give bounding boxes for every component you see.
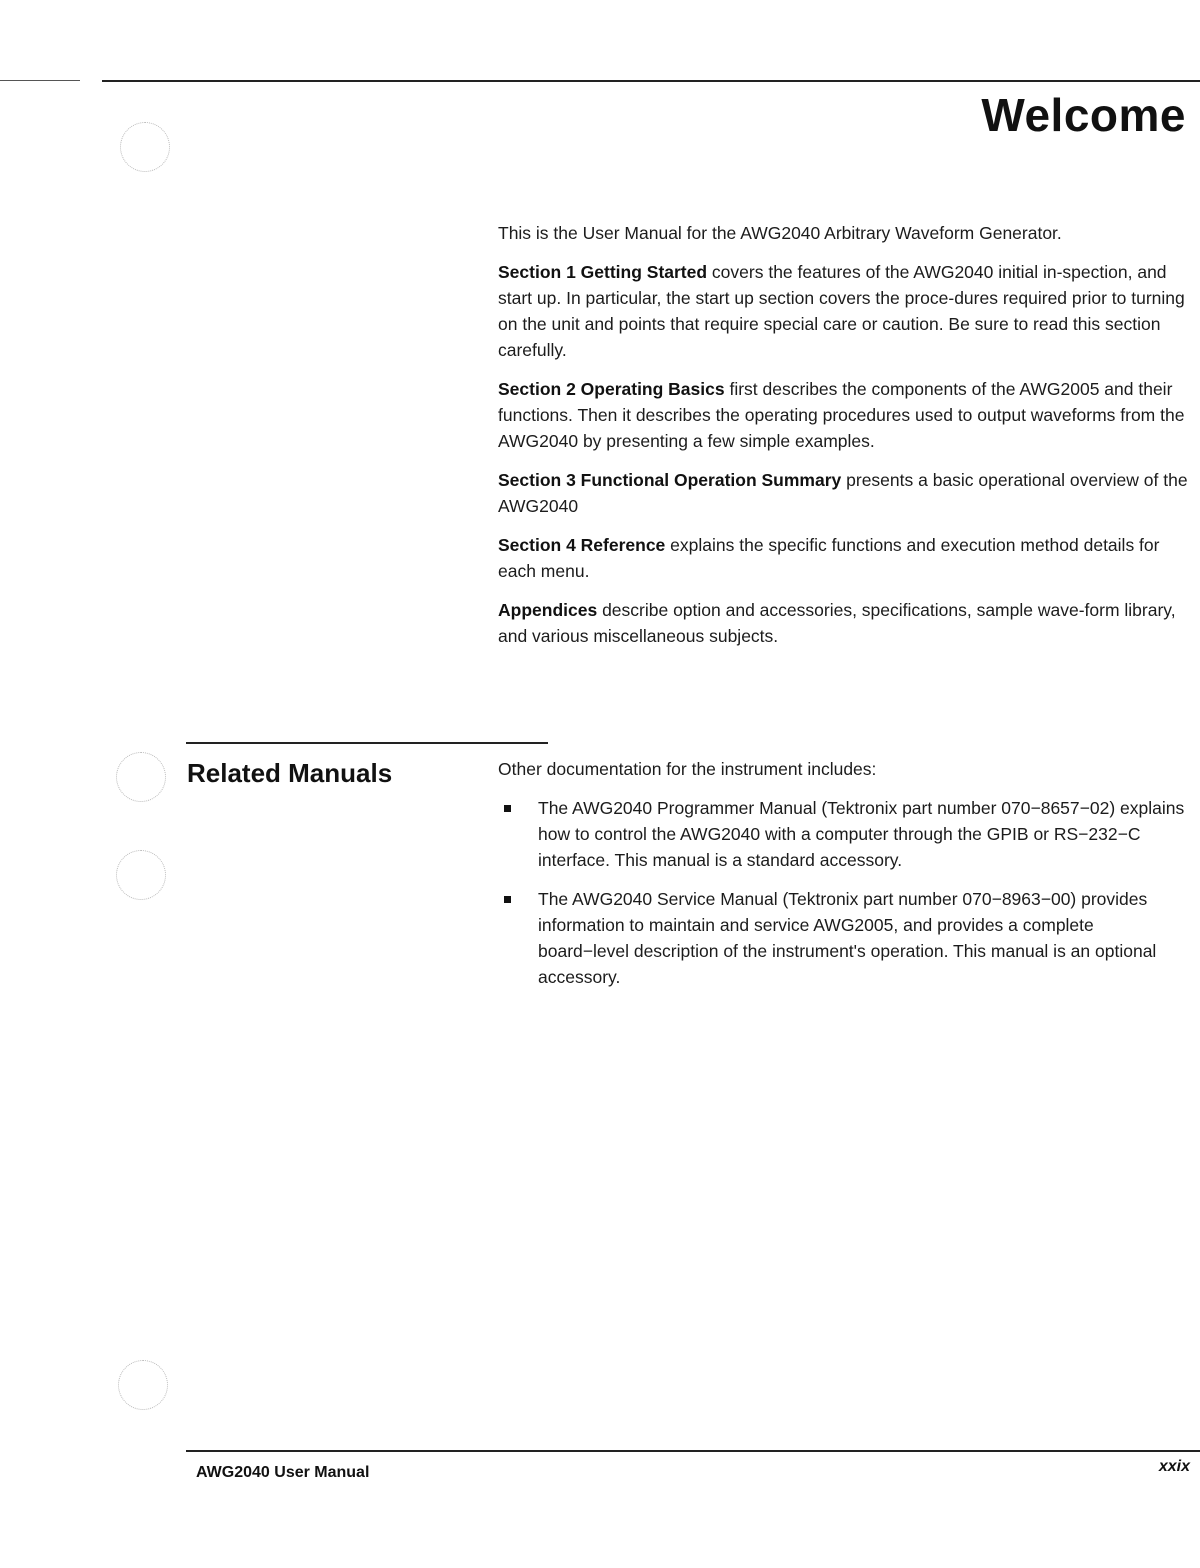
section-heading: Section 2 Operating Basics [498, 379, 725, 399]
list-item [498, 886, 1188, 990]
list-item [498, 795, 1188, 873]
footer-page-number: xxix [1158, 1458, 1190, 1475]
section-heading: Section 3 Functional Operation Summary [498, 470, 842, 490]
section-heading: Section 1 Getting Started [498, 262, 708, 282]
punch-hole-mark [116, 752, 166, 802]
related-manuals-heading: Related Manuals [187, 758, 393, 788]
punch-hole-mark [116, 850, 166, 900]
section-text: first describes the components of the AWG2005 and their functions. Then it describes the operating procedures used to output waveforms from the AWG2040 by presenting a few simple examples. [498, 379, 1185, 451]
section-summary [498, 259, 1188, 363]
section-text: explains the specific functions and execution method details for each menu. [498, 535, 1160, 581]
punch-hole-mark [118, 1360, 168, 1410]
footer-manual-name: AWG2040 User Manual [196, 1464, 370, 1481]
section-text: describe option and accessories, specifications, sample wave-form library, and various miscellaneous subjects. [498, 600, 1176, 646]
footer-rule [186, 1450, 1200, 1452]
section-text: presents a basic operational overview of the AWG2040 [498, 470, 1188, 516]
section-heading: Appendices [498, 600, 598, 620]
section-summary [498, 467, 1188, 519]
list-item-text: The AWG2040 Service Manual (Tektronix part number 070−8963−00) provides information to maintain and service AWG2005, and provides a complete board−level description of the instrument's operation. This manual is an optional accessory. [538, 889, 1157, 987]
section-summary [498, 376, 1188, 454]
section-summary [498, 597, 1188, 649]
punch-hole-mark [120, 122, 170, 172]
bullet-square-icon [504, 896, 511, 903]
section-summary [498, 532, 1188, 584]
top-rule-left [0, 80, 80, 81]
section-text: covers the features of the AWG2040 initial in-spection, and start up. In particular, the start up section covers the proce-dures required prior to turning on the unit and points that require special care or caution. Be sure to read this section carefully. [498, 262, 1185, 360]
intro-lead: This is the User Manual for the AWG2040 Arbitrary Waveform Generator. [498, 223, 1062, 243]
intro-section [498, 220, 1188, 662]
page-title: Welcome [981, 89, 1186, 141]
section-rule [186, 742, 548, 744]
bullet-square-icon [504, 805, 511, 812]
top-rule [102, 80, 1200, 82]
related-manuals-list [498, 795, 1188, 990]
related-lead: Other documentation for the instrument includes: [498, 759, 877, 779]
list-item-text: The AWG2040 Programmer Manual (Tektronix part number 070−8657−02) explains how to control the AWG2040 with a computer through the GPIB or RS−232−C interface. This manual is a standard accessory. [538, 798, 1185, 870]
section-heading: Section 4 Reference [498, 535, 666, 555]
related-manuals-section [498, 756, 1188, 1003]
